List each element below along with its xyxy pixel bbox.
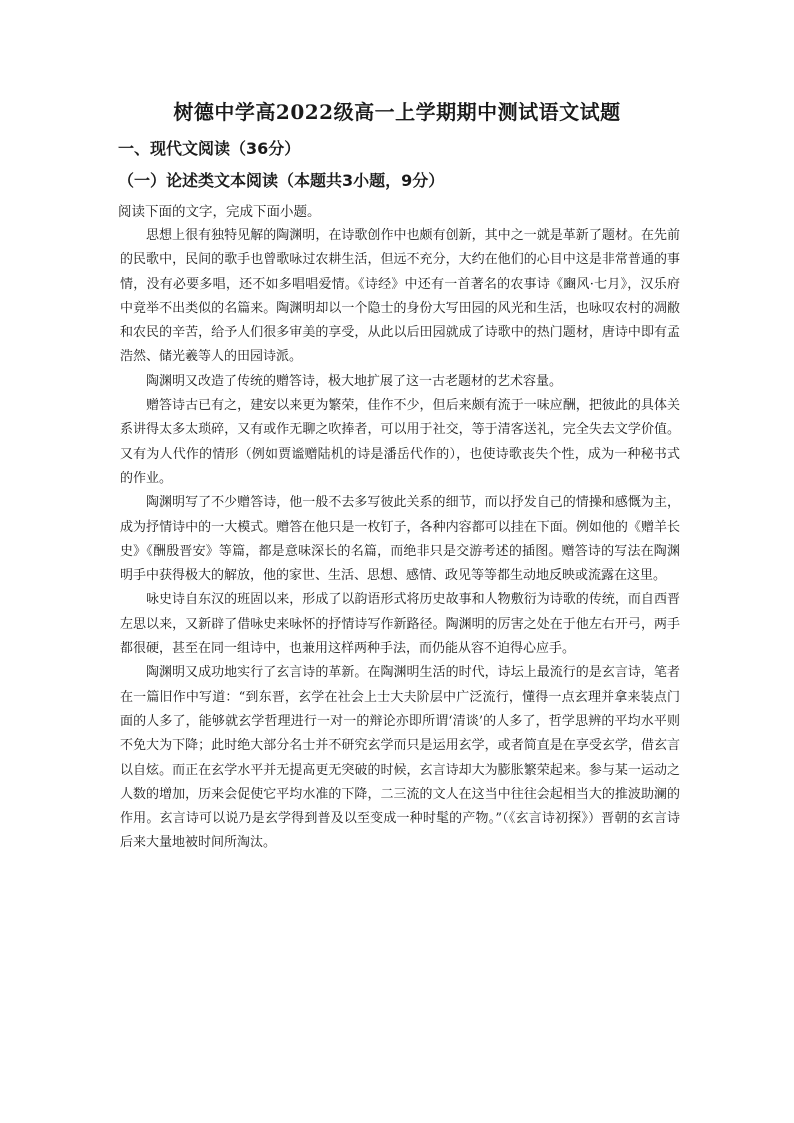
passage-paragraph: 陶渊明又改造了传统的赠答诗，极大地扩展了这一古老题材的艺术容量。 [146,373,563,389]
reading-passage [120,224,680,856]
reading-instruction: 阅读下面的文字，完成下面小题。 [118,204,321,220]
passage-paragraph: 思想上很有独特见解的陶渊明，在诗歌创作中也颇有创新，其中之一就是革新了题材。在先前的民歌中，民间的歌手也曾歌咏过农耕生活，但远不充分，大约在他们的心目中这是非常普通的事情，没有必要多唱，还不如多唱唱爱情。《诗经》中还有一首著名的农事诗《豳风·七月》，汉乐府中竟举不出类似的名篇来。陶渊明却以一个隐士的身份大写田园的风光和生活，也咏叹农村的凋敝和农民的辛苦，给予人们很多审美的享受，从此以后田园就成了诗歌中的热门题材，唐诗中即有孟浩然、储光羲等人的田园诗派。 [120,228,680,365]
page-title: 树德中学高2022级高一上学期期中测试语文试题 [173,100,621,124]
passage-paragraph: 咏史诗自东汉的班固以来，形成了以韵语形式将历史故事和人物敷衍为诗歌的传统，而自西晋左思以来，又新辟了借咏史来咏怀的抒情诗写作新路径。陶渊明的厉害之处在于他左右开弓，两手都很硬，甚至在同一组诗中，也兼用这样两种手法，而仍能从容不迫得心应手。 [120,592,680,657]
section-heading-modern-reading: 一、现代文阅读（36分） [118,139,301,158]
passage-paragraph: 陶渊明写了不少赠答诗，他一般不去多写彼此关系的细节，而以抒发自己的情操和感慨为主，成为抒情诗中的一大模式。赠答在他只是一枚钉子，各种内容都可以挂在下面。例如他的《赠羊长史》《酬殷晋安》等篇，都是意味深长的名篇，而绝非只是交游考述的插图。赠答诗的写法在陶渊明手中获得极大的解放，他的家世、生活、思想、感情、政见等等都生动地反映或流露在这里。 [120,495,680,584]
section-heading-argumentative-reading: （一）论述类文本阅读（本题共3小题，9分） [118,171,445,190]
passage-paragraph: 赠答诗古已有之，建安以来更为繁荣，佳作不少，但后来颇有流于一味应酬，把彼此的具体关系讲得太多太琐碎，又有或作无聊之吹捧者，可以用于社交，等于清客送礼，完全失去文学价值。又有为人代作的情形（例如贾谧赠陆机的诗是潘岳代作的），也使诗歌丧失个性，成为一种秘书式的作业。 [120,398,680,486]
passage-paragraph: 陶渊明又成功地实行了玄言诗的革新。在陶渊明生活的时代，诗坛上最流行的是玄言诗，笔者在一篇旧作中写道：“到东晋，玄学在社会上士大夫阶层中广泛流行，懂得一点玄理并拿来装点门面的人多了，能够就玄学哲理进行一对一的辩论亦即所谓‘清谈’的人多了，哲学思辨的平均水平则不免大为下降；此时绝大部分名士并不研究玄学而只是运用玄学，或者简直是在享受玄学，借玄言以自炫。而正在玄学水平并无提高更无突破的时候，玄言诗却大为膨胀繁荣起来。参与某一运动之人数的增加，历来会促使它平均水准的下降，二三流的文人在这当中往往会起相当大的推波助澜的作用。玄言诗可以说乃是玄学得到普及以至变成一种时髦的产物。”（《玄言诗初探》）晋朝的玄言诗后来大量地被时间所淘汰。 [120,665,680,851]
